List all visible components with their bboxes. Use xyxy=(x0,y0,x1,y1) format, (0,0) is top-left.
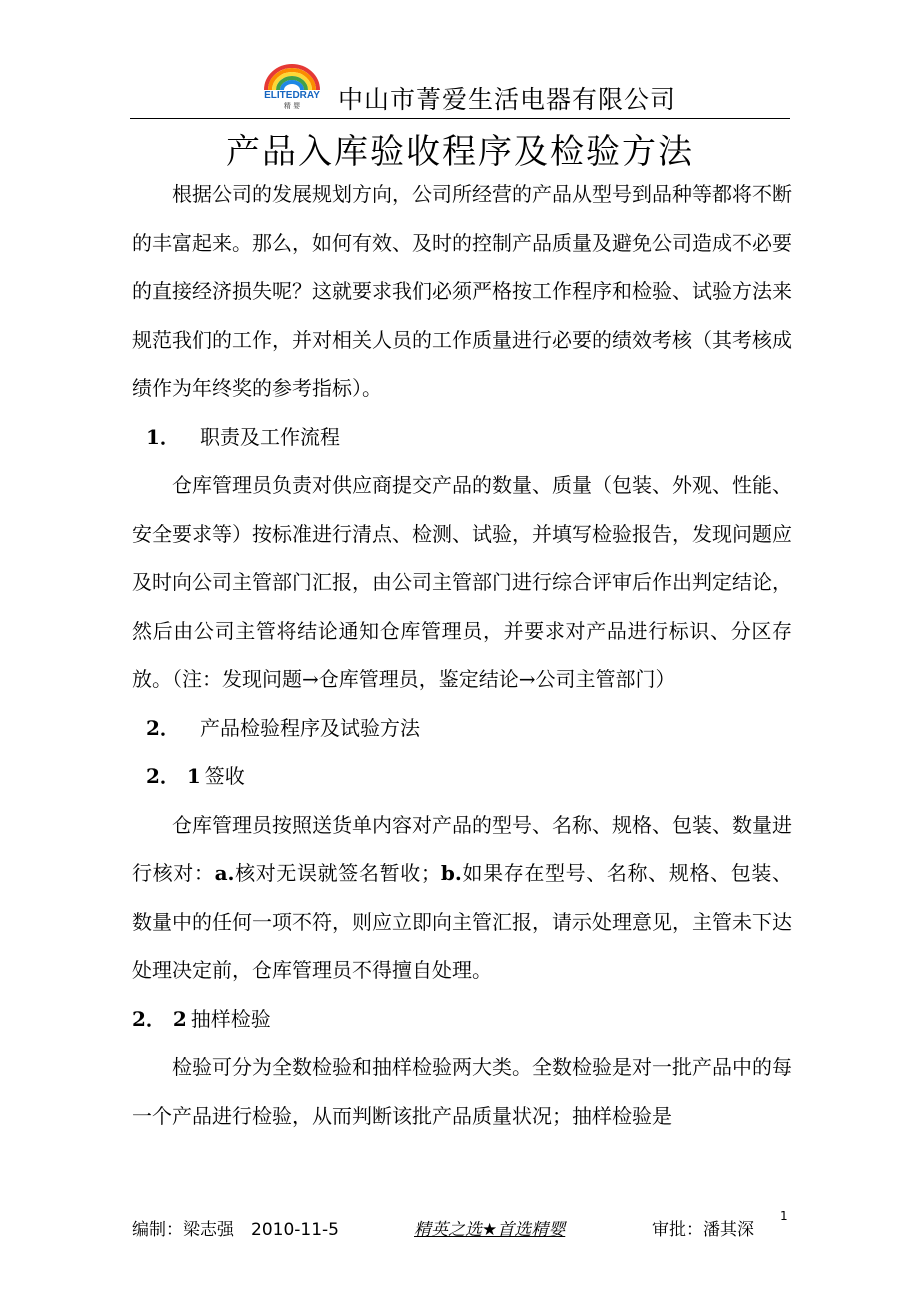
footer-editor: 编制：梁志强 2010-11-5 xyxy=(132,1220,339,1240)
section-2-2-heading xyxy=(132,995,792,1044)
intro-paragraph: 根据公司的发展规划方向，公司所经营的产品从型号到品种等都将不断的丰富起来。那么，如何有效、及时的控制产品质量及避免公司造成不必要的直接经济损失呢？这就要求我们必须严格按工作程序和检验、试验方法来规范我们的工作，并对相关人员的工作质量进行必要的绩效考核（其考核成绩作为年终奖的参考指标）。 xyxy=(132,182,792,400)
section-2-1-paragraph xyxy=(132,801,792,995)
section-2-2-title: 抽样检验 xyxy=(190,1006,271,1031)
section-2-2-number: 2． 2 xyxy=(132,1006,187,1031)
company-logo xyxy=(256,60,328,110)
section-2-1-title: 签收 xyxy=(204,764,245,788)
section-1-paragraph: 仓库管理员负责对供应商提交产品的数量、质量（包装、外观、性能、安全要求等）按标准进行清点、检测、试验，并填写检验报告，发现问题应及时向公司主管部门汇报，由公司主管部门进行综合评审后作出判定结论，然后由公司主管将结论通知仓库管理员，并要求对产品进行标识、分区存放。（注：发现问题→仓库管理员，鉴定结论→公司主管部门） xyxy=(132,473,792,691)
item-mark-b: b. xyxy=(440,861,462,885)
footer-approver: 审批：潘其深 xyxy=(652,1220,754,1240)
section-2-2-paragraph: 检验可分为全数检验和抽样检验两大类。全数检验是对一批产品中的每一个产品进行检验，从而判断该批产品质量状况；抽样检验是 xyxy=(132,1055,792,1128)
section-2-1-heading xyxy=(132,752,792,801)
section-1-number: 1． xyxy=(146,424,180,449)
section-2-1-text-c: 如果存在型号、名称、规格、包装、数量中的任何一项不符，则应立即向主管汇报，请示处理意见，主管未下达处理决定前，仓库管理员不得擅自处理。 xyxy=(132,861,793,982)
company-name: 中山市菁爱生活电器有限公司 xyxy=(338,85,677,114)
section-2-number: 2． xyxy=(146,715,180,740)
logo-subtext: 精 婴 xyxy=(283,102,301,110)
section-2-1-text-b: 核对无误就签名暂收； xyxy=(234,861,441,885)
section-2-1-text-a: 仓库管理员按照送货单内容对产品的型号、名称、规格、包装、数量进行核对： xyxy=(132,812,792,885)
section-2-title: 产品检验程序及试验方法 xyxy=(200,715,420,740)
section-1-title: 职责及工作流程 xyxy=(200,424,340,449)
page-footer xyxy=(132,1209,792,1243)
document-body xyxy=(132,170,792,1140)
page-header xyxy=(130,56,790,119)
footer-slogan: 精英之选★首选精婴 xyxy=(414,1220,566,1240)
item-mark-a: a. xyxy=(214,861,235,885)
section-2-heading xyxy=(132,704,792,753)
section-2-1-number: 2． 1 xyxy=(146,764,201,788)
document-title: 产品入库验收程序及检验方法 xyxy=(226,132,694,172)
logo-text: ELITEDRAY xyxy=(264,90,320,101)
section-1-heading xyxy=(132,413,792,462)
page-number: 1 xyxy=(780,1209,788,1223)
